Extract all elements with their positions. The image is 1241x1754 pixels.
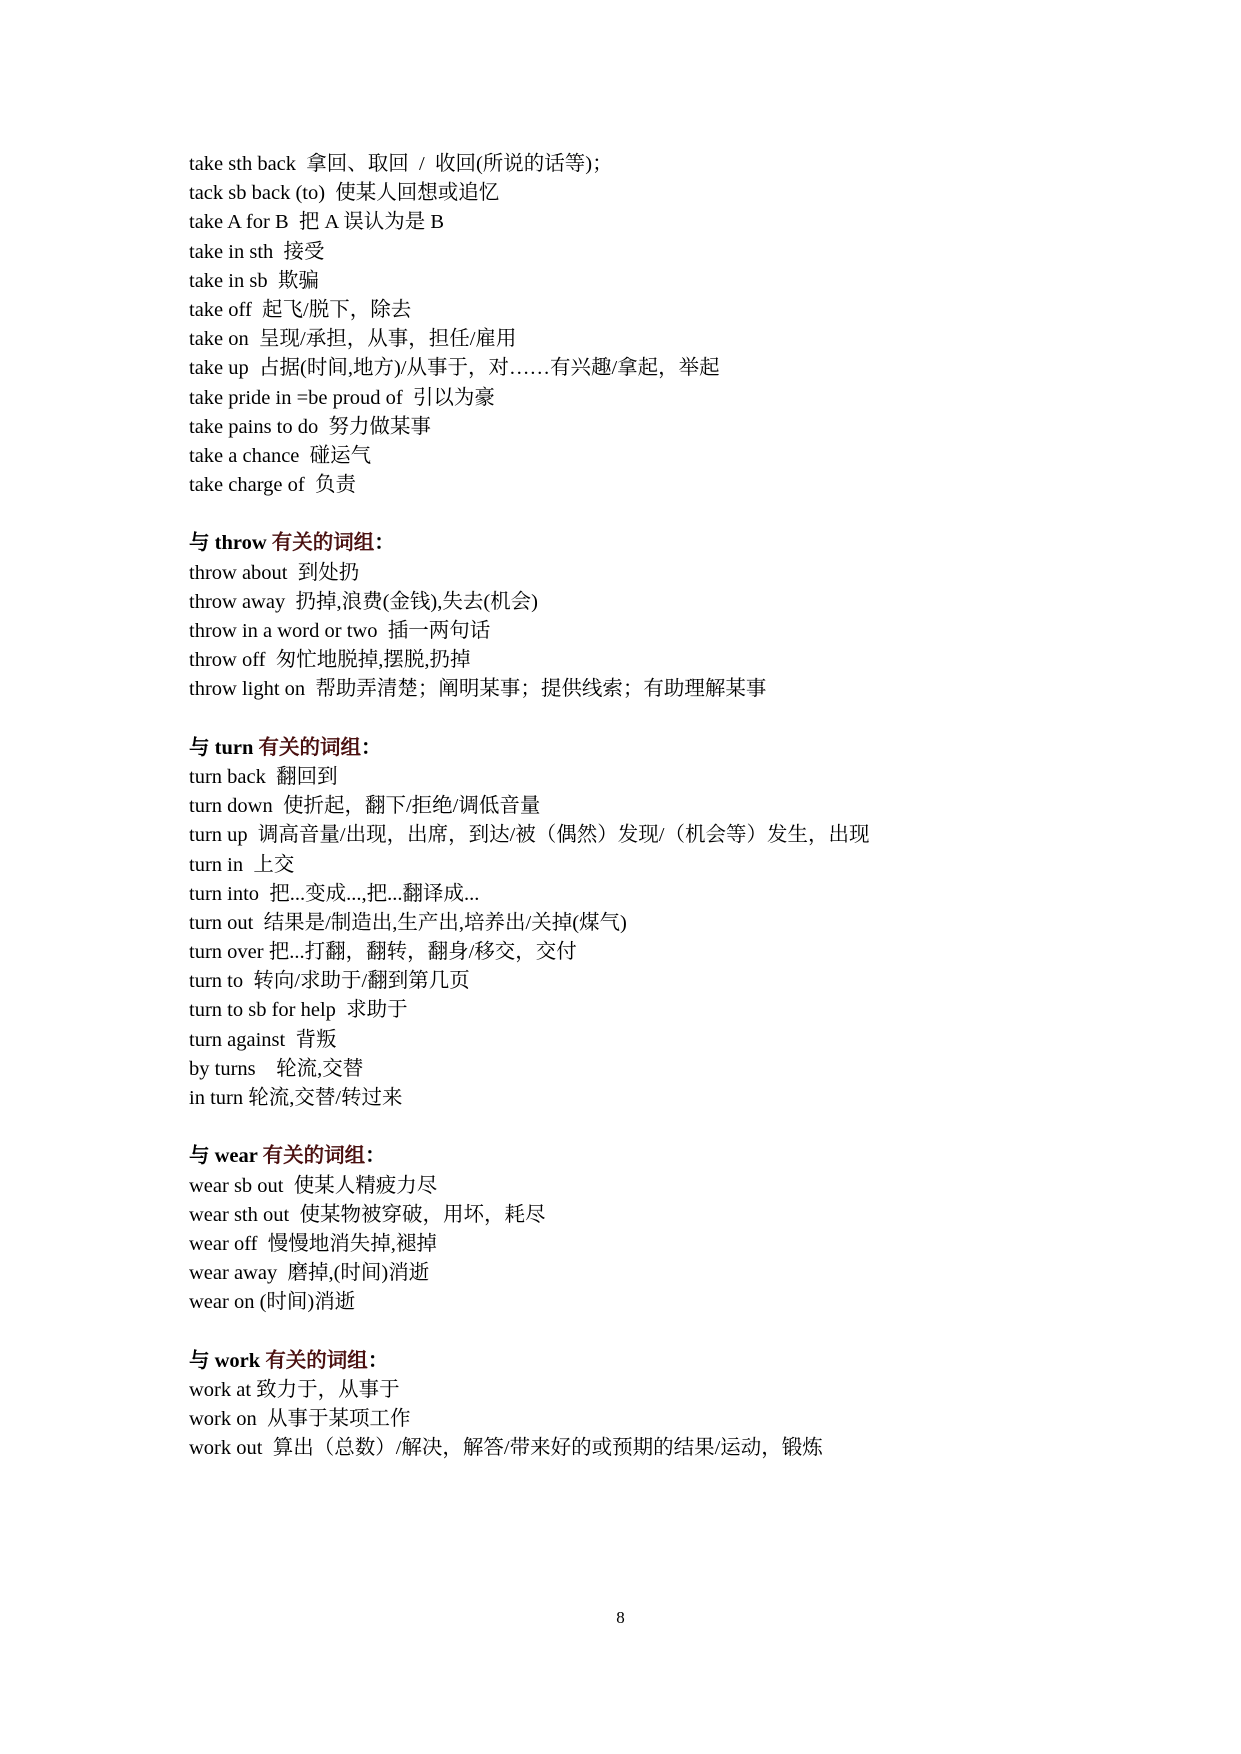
section-heading — [189, 734, 1189, 763]
phrase-entry: take pride in =be proud of 引以为豪 — [189, 386, 495, 409]
section-heading — [189, 1142, 1189, 1171]
phrase-entry: turn into 把...变成...,把...翻译成... — [189, 882, 480, 905]
phrase-entry: take in sb 欺骗 — [189, 269, 319, 292]
section-spacer — [189, 705, 1189, 734]
section-spacer — [189, 1318, 1189, 1347]
phrase-entry: take on 呈现/承担，从事，担任/雇用 — [189, 328, 517, 351]
section-heading-suffix: 有关的词组 — [262, 1145, 366, 1168]
section-heading-colon: ： — [360, 736, 382, 759]
section-heading-suffix: 有关的词组 — [265, 1349, 368, 1372]
phrase-entry: turn back 翻回到 — [189, 765, 338, 788]
phrase-entry: throw off 匆忙地脱掉,摆脱,扔掉 — [189, 649, 471, 672]
phrase-entry: wear sb out 使某人精疲力尽 — [189, 1174, 438, 1197]
phrase-entry: take a chance 碰运气 — [189, 444, 372, 467]
phrase-entry: take up 占据(时间,地方)/从事于，对……有兴趣/拿起，举起 — [189, 357, 720, 380]
phrase-entry: turn to 转向/求助于/翻到第几页 — [189, 970, 470, 993]
phrase-entry: wear away 磨掉,(时间)消逝 — [189, 1262, 430, 1285]
section-heading-colon: ： — [365, 1145, 386, 1168]
section-heading-suffix: 有关的词组 — [271, 532, 375, 555]
phrase-entry: turn out 结果是/制造出,生产出,培养出/关掉(煤气) — [189, 911, 627, 934]
section-heading-suffix: 有关的词组 — [258, 736, 361, 759]
section-heading-prefix: 与 wear — [189, 1145, 263, 1168]
section-heading-prefix: 与 turn — [189, 736, 259, 759]
page-number: 8 — [616, 1608, 625, 1627]
phrase-entry: throw about 到处扔 — [189, 561, 360, 584]
phrase-entry: take sth back 拿回、取回 / 收回(所说的话等)； — [189, 153, 613, 175]
phrase-entry: take in sth 接受 — [189, 240, 325, 263]
phrase-entry: take off 起飞/脱下，除去 — [189, 298, 412, 321]
phrase-entry: take A for B 把 A 误认为是 B — [189, 211, 445, 234]
phrase-list — [189, 150, 1189, 1463]
phrase-entry: turn against 背叛 — [189, 1028, 337, 1051]
phrase-entry: turn up 调高音量/出现，出席，到达/被（偶然）发现/（机会等）发生，出现 — [189, 824, 870, 847]
section-heading — [189, 529, 1189, 558]
phrase-entry: work out 算出（总数）/解决，解答/带来好的或预期的结果/运动，锻炼 — [189, 1437, 823, 1460]
phrase-entry: turn down 使折起，翻下/拒绝/调低音量 — [189, 795, 541, 818]
phrase-entry: by turns 轮流,交替 — [189, 1057, 364, 1080]
phrase-entry: turn to sb for help 求助于 — [189, 999, 408, 1022]
section-spacer — [189, 500, 1189, 529]
section-spacer — [189, 1113, 1189, 1142]
phrase-entry: tack sb back (to) 使某人回想或追忆 — [189, 182, 500, 205]
section-heading-colon: ： — [367, 1349, 389, 1372]
phrase-entry: throw in a word or two 插一两句话 — [189, 620, 491, 642]
phrase-entry: in turn 轮流,交替/转过来 — [189, 1087, 403, 1109]
phrase-entry: throw light on 帮助弄清楚；阐明某事；提供线索；有助理解某事 — [189, 678, 767, 701]
phrase-entry: take pains to do 努力做某事 — [189, 415, 431, 438]
section-heading-prefix: 与 throw — [189, 532, 272, 555]
phrase-entry: work on 从事于某项工作 — [189, 1408, 411, 1431]
phrase-entry: wear sth out 使某物被穿破，用坏，耗尽 — [189, 1203, 546, 1226]
phrase-entry: turn in 上交 — [189, 853, 295, 876]
section-heading — [189, 1347, 1189, 1376]
phrase-entry: throw away 扔掉,浪费(金钱),失去(机会) — [189, 590, 539, 613]
phrase-entry: wear on (时间)消逝 — [189, 1291, 356, 1314]
phrase-entry: wear off 慢慢地消失掉,褪掉 — [189, 1232, 437, 1255]
phrase-entry: turn over 把...打翻，翻转，翻身/移交，交付 — [189, 941, 577, 964]
section-heading-prefix: 与 work — [189, 1349, 266, 1372]
phrase-entry: work at 致力于，从事于 — [189, 1378, 400, 1401]
section-heading-colon: ： — [374, 532, 395, 555]
phrase-entry: take charge of 负责 — [189, 474, 356, 497]
